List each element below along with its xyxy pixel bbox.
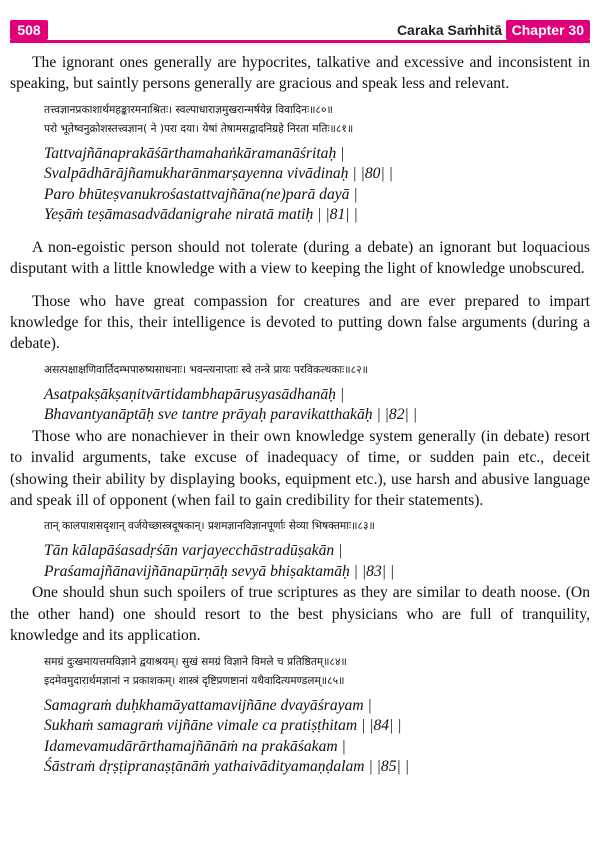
transliteration-line: Svalpādhārājñamukharānmarṣayenna vivādinaḥ | |80| |	[44, 165, 393, 183]
sanskrit-line: तत्त्वज्ञानप्रकाशार्थमहङ्कारमनाश्रितः। स्वल्पाधाराज्ञमुखरान्मर्षयेन्न विवादिनः॥८०॥	[44, 103, 333, 116]
sanskrit-line: इदमेवमुदारार्थमज्ञानां न प्रकाशकम्। शास्त्रं दृष्टिप्रणष्टानां यथैवादित्यमण्डलम्॥८५॥	[44, 674, 345, 687]
transliteration-line: Asatpakṣākṣaṇitvārtidambhapāruṣyasādhanāḥ |	[44, 385, 345, 403]
paragraph: Those who are nonachiever in their own knowledge system generally (in debate) resort to invalid arguments, take excuse of inadequacy of time, or sudden pain etc., deceit (showing their ability by displaying books, equipment etc.), use harsh and abusive language and speak ill of opponent (when fail to gain credibility for their statements).	[10, 427, 590, 510]
verse-block-82	[10, 361, 590, 426]
sanskrit-line: तान् कालपाशसदृशान् वर्जयेच्छास्त्रदूषकान्। प्रशमज्ञानविज्ञानपूर्णाः सेव्या भिषक्तमाः॥८३॥	[44, 520, 375, 533]
page-body	[10, 52, 590, 778]
transliteration-line: Bhavantyanāptāḥ sve tantre prāyaḥ paravikatthakāḥ | |82| |	[44, 406, 417, 424]
transliteration-line: Tān kālapāśasadṛśān varjayecchāstradūṣakān |	[44, 542, 343, 560]
verse-block-84-85	[10, 653, 590, 778]
transliteration-line: Samagraṁ duḥkhamāyattamavijñāne dvayāśrayam |	[44, 696, 372, 714]
transliteration-line: Tattvajñānaprakāśārthamahaṅkāramanāśritaḥ |	[44, 144, 345, 162]
transliteration-line: Idamevamudārārthamajñānāṁ na prakāśakam |	[44, 737, 346, 755]
transliteration-line: Paro bhūteṣvanukrośastattvajñāna(ne)parā dayā |	[44, 185, 358, 203]
transliteration-line: Yeṣāṁ teṣāmasadvādanigrahe niratā matiḥ | |81| |	[44, 206, 358, 224]
sanskrit-line: परो भूतेष्वनुक्रोशस्तत्त्वज्ञान( ने )परा दया। येषां तेषामसद्वादनिग्रहे निरता मतिः॥८१॥	[44, 122, 354, 135]
sanskrit-line: समग्रं दुःखमायत्तमविज्ञाने द्वयाश्रयम्। सुखं समग्रं विज्ञाने विमले च प्रतिष्ठितम्॥८४॥	[44, 655, 347, 668]
page-header	[0, 0, 600, 46]
verse-block-80-81	[10, 101, 590, 226]
transliteration-line: Sukhaṁ samagraṁ vijñāne vimale ca pratiṣṭhitam | |84| |	[44, 717, 402, 735]
running-title: Caraka Saṁhitā	[396, 22, 502, 38]
header-rule	[10, 40, 590, 43]
paragraph: One should shun such spoilers of true scriptures as they are similar to death noose. (On the other hand) one should resort to the best physicians who are full of tranquility, knowledge and its application.	[10, 584, 590, 645]
transliteration-line: Praśamajñānavijñānapūrṇāḥ sevyā bhiṣaktamāḥ | |83| |	[44, 562, 395, 580]
verse-block-83	[10, 517, 590, 582]
paragraph: A non-egoistic person should not tolerate (during a debate) an ignorant but loquacious disputant with a little knowledge with a view to keeping the light of knowledge unobscured.	[10, 238, 590, 278]
paragraph: Those who have great compassion for creatures and are ever prepared to impart knowledge for this, their intelligence is devoted to putting down false arguments (during a debate).	[10, 292, 590, 353]
chapter-label: Chapter 30	[506, 20, 590, 40]
paragraph: The ignorant ones generally are hypocrites, talkative and excessive and inconsistent in speaking, but saintly persons generally are gracious and speak less and relevant.	[10, 54, 590, 93]
sanskrit-line: असत्पक्षाक्षणिवार्तिदम्भपारुष्यसाधनाः। भवन्त्यनाप्ताः स्वे तन्त्रे प्रायः परविकत्थकाः॥८२॥	[44, 363, 368, 376]
transliteration-line: Śāstraṁ dṛṣṭipranaṣṭānāṁ yathaivādityamaṇḍalam | |85| |	[44, 758, 409, 776]
page-number: 508	[10, 20, 48, 40]
